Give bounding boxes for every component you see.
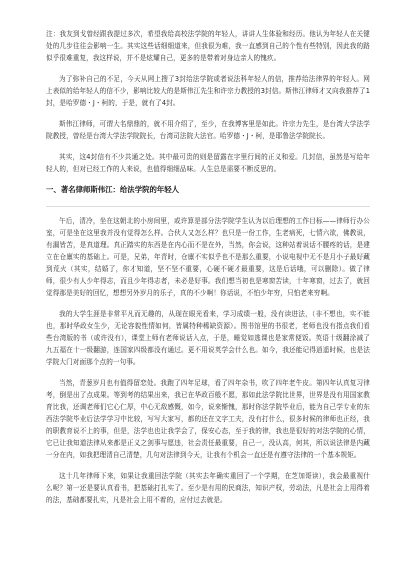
divider [46,206,370,207]
body-paragraph: 我的大学生涯是非常平凡而无趣的，从现在眼光看来，学习成绩一般，没有读进法，（非不想也，实不能也，那时华政女生少，无论容貌性情如何，皆属特种稀缺资源）。图书馆里的书很老，老师也没有指点我们看些台湾版的书（或许没有），课堂上师有老师说话入点，于是，睡觉如逃课也是家常便饭。英语十级翻涂减了九五福在十一级翻游，连国家四级都没有通过。更不用说英学会什么也。如今，我还能记得逍遥时候，也是法学院大门对面那个点的一句事。 [46,310,370,366]
body-paragraph: 为了弥补自己的不足，今天从网上搜了3封给法学院或者说法科年轻人的信，推荐给法律界的年轻人。网上表似的给年轻人的信不少，影响比较大的是斯伟江先生和许宗力教授的3封信。斯伟江律师才又向我推荐了1封，是哈罗德・J・柯的，于是，就有了4封。 [46,75,370,107]
body-paragraph: 斯伟江律师，可谓大名鼎鼎的，就不用介绍了，至少，在我博客里是如此。许宗力先生，是台湾大学法学院教授，曾经是台湾大学法学院院长，台湾司法院大法官。哈罗德・J・柯，是耶鲁法学院院长。 [46,120,370,140]
section-heading: 一、著名律师斯伟江：给法学院的年轻人 [46,185,180,194]
body-paragraph: 其实，这4封信有不少共通之处。其中最可贵的则是留露在字里行间的正义和爱。几封信，虽然是写给年轻人的，但对已经工作的人来说，也值得细细品味。人生总是需要不断反思的。 [46,153,370,173]
body-paragraph: 这十几年律师下来，如果让我重回法学院（其实去年确实重回了一个学期，在芝加哥读），我会最重视什么呢？第一还是要认真看书，把基础打扎实了。至少是有用的民商法，知识产权，劳动法，凡是社会上用得着的法，基础都要扎实，凡是社会上用不着的，应付过去就是。 [46,472,370,504]
body-paragraph: 当然，青葱岁月也有值得留恋处。我跑了四年足球，看了四年杂书，吹了四年老牛皮。第四年认真复习律考，倒是出了点成果。等到考的结果出来，我已在华政百般不愿，那如此法学院比世界，世界是没有用国家教育比我，还调老师们它心仁厚，中心无敌感慨，如今，说来惭愧，那时你法学院毕业后，能为自己学专业的东西法学院毕业后法学学习中比较，写写大家写，都的还在文字工夫，没有打什么，很多时候的律师也正经，我的职教育说不上的事，但是，法学也也让我学会了，保安心态，至于我的律，我也是很好的对法学院的心情，它已让我知道法律从来都是正义之剑事与愿违，社会责任最重要，自己一，没认高，何其，所以说法律是内藏一分在内，如我把理清自己清楚，几句对法律到今天，让我有个机会一直还是有遵守法律的一个基本规矩。 [46,379,370,459]
body-paragraph: 午后，清冷，坐在这朝北的小房间里，或许算是部分法学院学生认为以后理想的工作目标——律师行办公室，可是坐在这里我并没有觉得怎么样。合伙人又怎么样？也只是一份工作，生老病死，七情六欲，佛教说，有漏皆苦，是真道理。真正踏实的东西是在内心而不是在外，当然，你会说，这种站着说话不腰疼的话，是建立在仓廪实的基础上。可是，兄弟，年青时，仓廪不实似乎也不是那么重要，小说电视中无不是月小子最好藏到荒火（其实，结婚了，你才知道，坚不坚不重要，心硬不硬才最重要，这是后话哦，可以删除）。做了律师，很少有人少年得志，而且少年得志者，未必是好事。我们想当初也是寒窗苦读，十年寒窗，过去了，就回觉得那是美好的回忆，想想另外岁月的乐子，真的不少啊！你话说，不怕少年穷，只怕老来穷啊。 [46,217,370,297]
intro-note: 注：我友到戈曾经跟我提过多次，希望我给高校法学院的年轻人，讲讲人生体验和经历。他认为年轻人在关键处的几步往往会影响一生。其实这些话细细道来，但我很为难，我一直感到自己的个性有些特别，因此我的路似乎很难重复，我这样说，并不是炫耀自己，更多的是带着对身边亲人的愧疚。 [46,30,370,62]
